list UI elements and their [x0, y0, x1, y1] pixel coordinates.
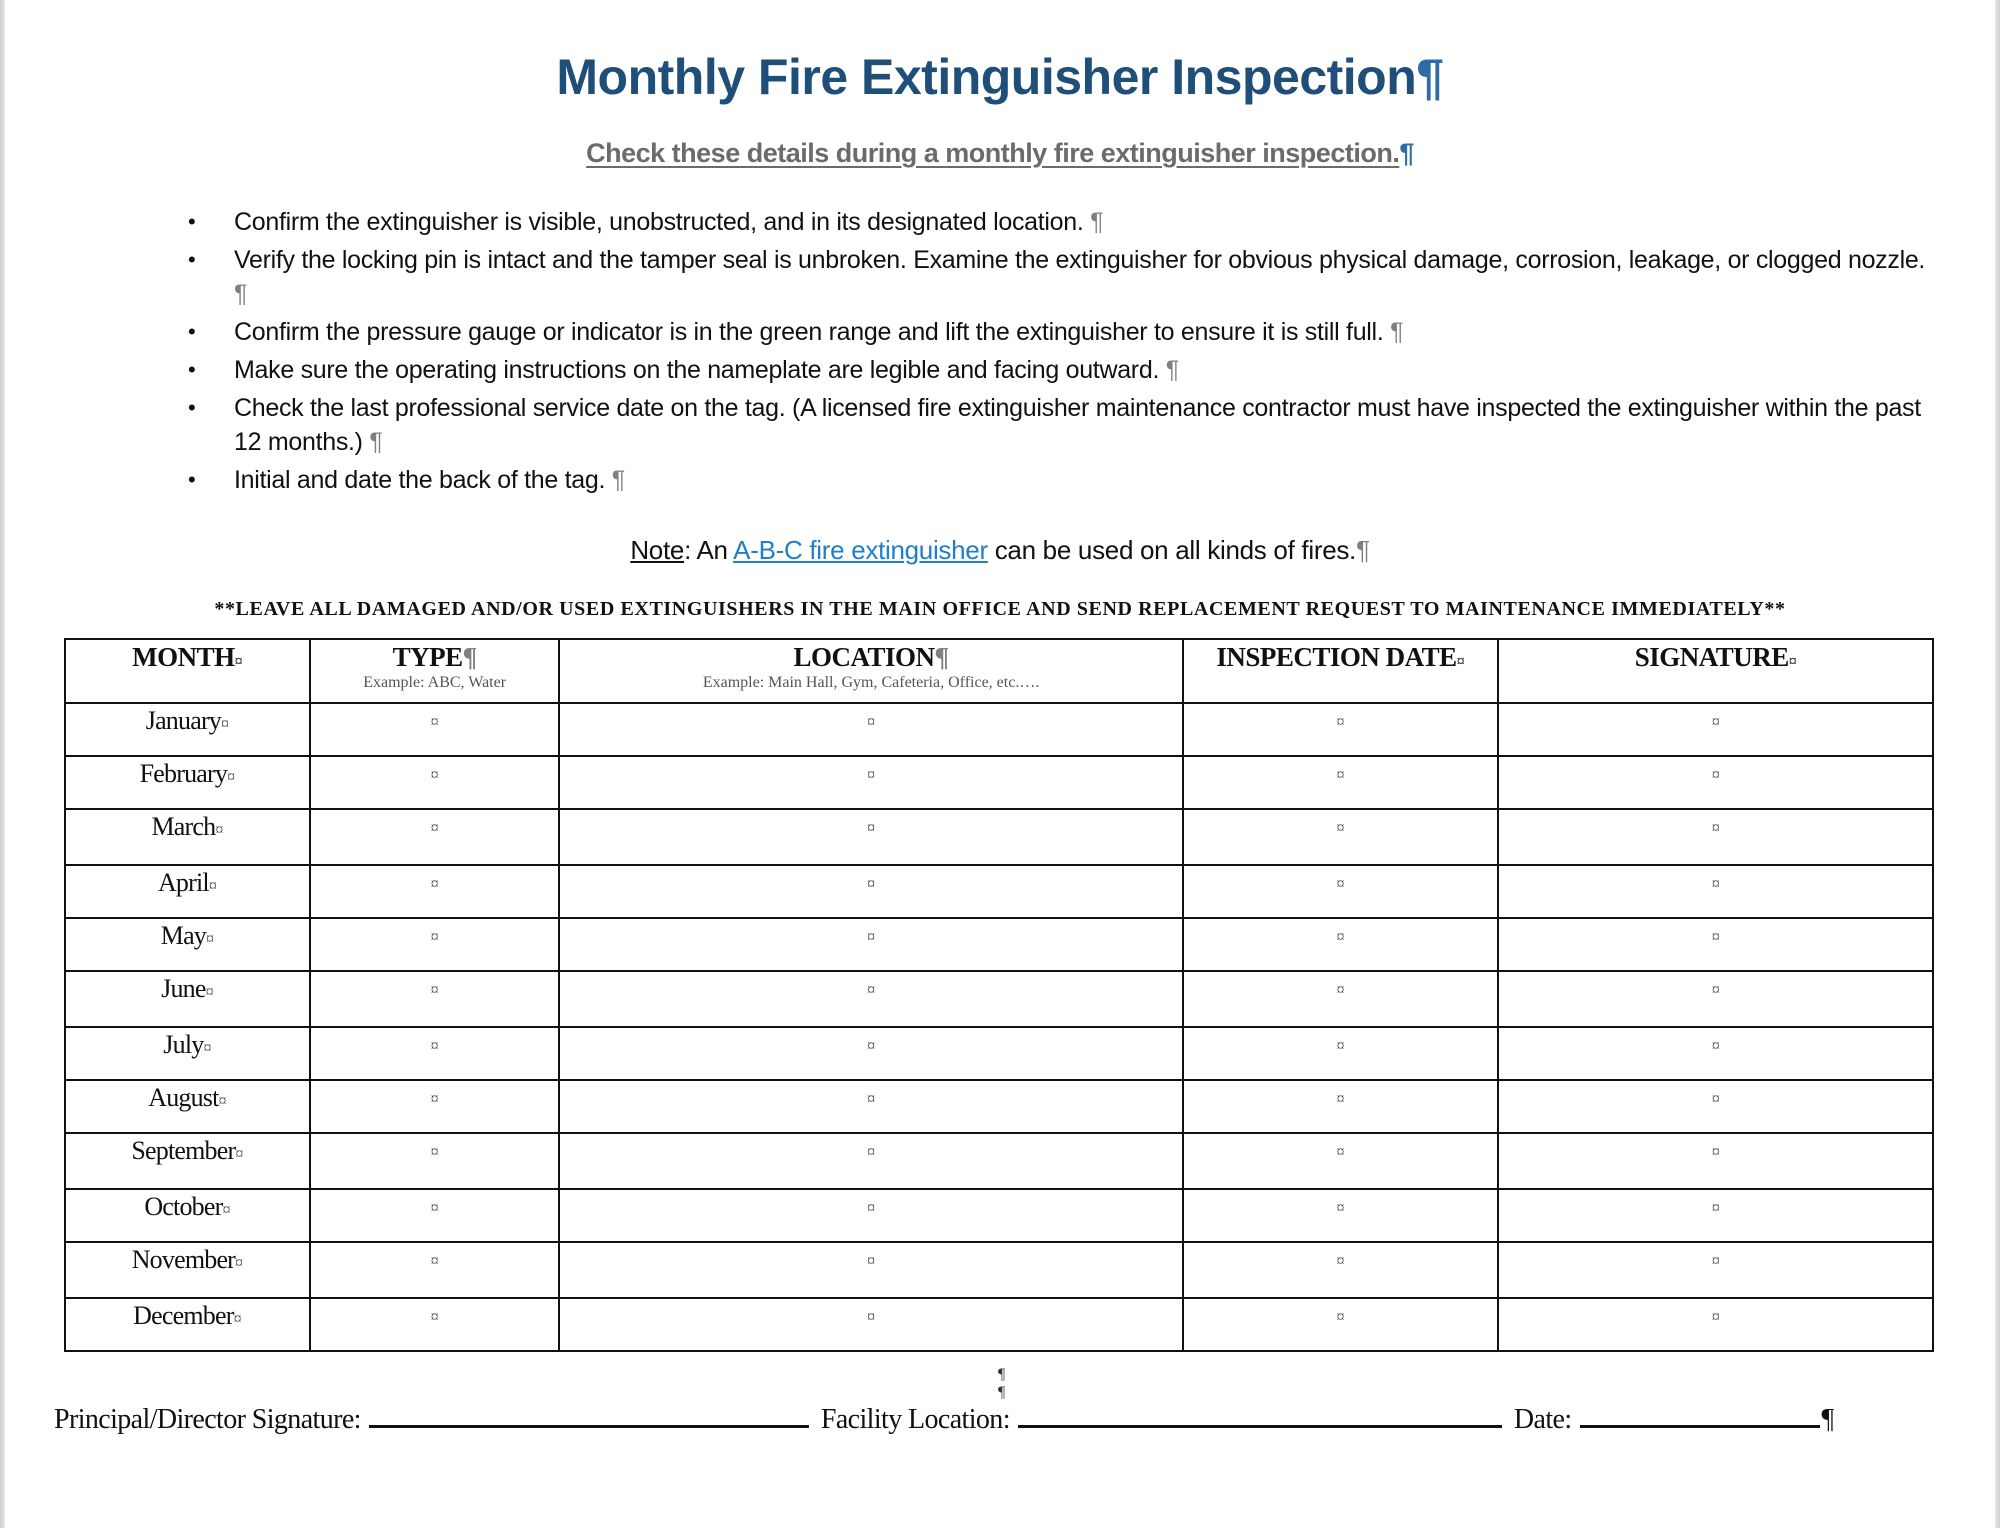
table-row — [65, 865, 1933, 918]
signature-cell[interactable]: ¤ — [1498, 918, 1933, 971]
location-example: Example: Main Hall, Gym, Cafeteria, Office, etc.…. — [702, 674, 1040, 691]
location-cell[interactable]: ¤ — [559, 809, 1182, 865]
inspection-log-table — [64, 638, 1934, 1352]
bullet-icon: • — [188, 247, 196, 272]
page-edge-right — [1995, 0, 2000, 1528]
signature-cell[interactable]: ¤ — [1498, 1133, 1933, 1189]
location-cell[interactable]: ¤ — [559, 1189, 1182, 1242]
month-cell: July¤ — [65, 1027, 310, 1080]
column-header-month: MONTH¤ — [65, 639, 310, 703]
column-header-inspection-date: INSPECTION DATE¤ — [1183, 639, 1499, 703]
type-cell[interactable]: ¤ — [310, 1242, 560, 1298]
signature-cell[interactable]: ¤ — [1498, 756, 1933, 809]
location-cell[interactable]: ¤ — [559, 703, 1182, 756]
principal-signature-label: Principal/Director Signature: — [54, 1404, 361, 1435]
month-cell: August¤ — [65, 1080, 310, 1133]
inspection-date-cell[interactable]: ¤ — [1183, 1189, 1499, 1242]
signature-footer: Principal/Director Signature: Facility Location: Date: ¶ — [54, 1404, 1834, 1435]
facility-location-label: Facility Location: — [820, 1404, 1010, 1435]
warning-banner: **LEAVE ALL DAMAGED AND/OR USED EXTINGUISHERS IN THE MAIN OFFICE AND SEND REPLACEMENT REQUEST TO MAINTENANCE IMMEDIATELY** — [214, 598, 1786, 620]
page-edge-left — [0, 0, 5, 1528]
column-header-signature: SIGNATURE¤ — [1498, 639, 1933, 703]
inspection-date-cell[interactable]: ¤ — [1183, 703, 1499, 756]
type-cell[interactable]: ¤ — [310, 1133, 560, 1189]
month-cell: March¤ — [65, 809, 310, 865]
location-cell[interactable]: ¤ — [559, 865, 1182, 918]
paragraph-mark: ¶ — [1416, 49, 1444, 105]
checklist-item: • Confirm the extinguisher is visible, unobstructed, and in its designated location. ¶ — [180, 205, 1940, 239]
bullet-icon: • — [188, 319, 196, 344]
inspection-date-cell[interactable]: ¤ — [1183, 1027, 1499, 1080]
date-field[interactable] — [1580, 1405, 1820, 1428]
signature-cell[interactable]: ¤ — [1498, 1080, 1933, 1133]
date-label: Date: — [1513, 1404, 1572, 1435]
signature-cell[interactable]: ¤ — [1498, 809, 1933, 865]
bullet-icon: • — [188, 467, 196, 492]
month-cell: June¤ — [65, 971, 310, 1027]
signature-cell[interactable]: ¤ — [1498, 1242, 1933, 1298]
location-cell[interactable]: ¤ — [559, 1242, 1182, 1298]
checklist-item: • Initial and date the back of the tag. ¶ — [180, 463, 1940, 497]
table-row — [65, 1027, 1933, 1080]
type-cell[interactable]: ¤ — [310, 1027, 560, 1080]
month-cell: April¤ — [65, 865, 310, 918]
signature-cell[interactable]: ¤ — [1498, 1298, 1933, 1351]
type-cell[interactable]: ¤ — [310, 918, 560, 971]
checklist-item: • Make sure the operating instructions on the nameplate are legible and facing outward. ¶ — [180, 353, 1940, 387]
table-row — [65, 756, 1933, 809]
bullet-icon: • — [188, 395, 196, 420]
inspection-date-cell[interactable]: ¤ — [1183, 1242, 1499, 1298]
inspection-date-cell[interactable]: ¤ — [1183, 918, 1499, 971]
signature-cell[interactable]: ¤ — [1498, 1027, 1933, 1080]
type-example: Example: ABC, Water — [363, 674, 507, 691]
table-header-row — [65, 639, 1933, 703]
type-cell[interactable]: ¤ — [310, 809, 560, 865]
document-subtitle: Check these details during a monthly fire extinguisher inspection.¶ — [586, 138, 1414, 168]
location-cell[interactable]: ¤ — [559, 1080, 1182, 1133]
type-cell[interactable]: ¤ — [310, 865, 560, 918]
type-cell[interactable]: ¤ — [310, 971, 560, 1027]
checklist-item: • Verify the locking pin is intact and the tamper seal is unbroken. Examine the extinguisher for obvious physical damage, corrosion, leakage, or clogged nozzle. ¶ — [180, 243, 1940, 311]
inspection-date-cell[interactable]: ¤ — [1183, 809, 1499, 865]
table-row — [65, 1242, 1933, 1298]
signature-cell[interactable]: ¤ — [1498, 1189, 1933, 1242]
location-cell[interactable]: ¤ — [559, 1298, 1182, 1351]
location-cell[interactable]: ¤ — [559, 918, 1182, 971]
inspection-date-cell[interactable]: ¤ — [1183, 971, 1499, 1027]
bullet-icon: • — [188, 357, 196, 382]
note-label: Note — [630, 535, 685, 565]
column-header-type: TYPE¶ Example: ABC, Water — [310, 639, 560, 703]
month-cell: February¤ — [65, 756, 310, 809]
checklist-item: • Confirm the pressure gauge or indicator is in the green range and lift the extinguisher to ensure it is still full. ¶ — [180, 315, 1940, 349]
location-cell[interactable]: ¤ — [559, 1027, 1182, 1080]
paragraph-mark: ¶ — [1399, 138, 1414, 168]
table-row — [65, 971, 1933, 1027]
type-cell[interactable]: ¤ — [310, 756, 560, 809]
inspection-date-cell[interactable]: ¤ — [1183, 865, 1499, 918]
month-cell: May¤ — [65, 918, 310, 971]
paragraph-marks: ¶ ¶ — [998, 1366, 1006, 1401]
inspection-date-cell[interactable]: ¤ — [1183, 756, 1499, 809]
table-row — [65, 1298, 1933, 1351]
signature-cell[interactable]: ¤ — [1498, 971, 1933, 1027]
type-cell[interactable]: ¤ — [310, 1298, 560, 1351]
inspection-date-cell[interactable]: ¤ — [1183, 1298, 1499, 1351]
month-cell: January¤ — [65, 703, 310, 756]
type-cell[interactable]: ¤ — [310, 1189, 560, 1242]
inspection-date-cell[interactable]: ¤ — [1183, 1080, 1499, 1133]
document-title: Monthly Fire Extinguisher Inspection¶ — [556, 49, 1444, 105]
note-line: Note: An A-B-C fire extinguisher can be used on all kinds of fires.¶ — [630, 535, 1370, 565]
checklist-item: • Check the last professional service date on the tag. (A licensed fire extinguisher maintenance contractor must have inspected the extinguisher within the past 12 months.) ¶ — [180, 391, 1940, 459]
type-cell[interactable]: ¤ — [310, 1080, 560, 1133]
location-cell[interactable]: ¤ — [559, 756, 1182, 809]
table-row — [65, 809, 1933, 865]
table-row — [65, 1080, 1933, 1133]
column-header-location: LOCATION¶ Example: Main Hall, Gym, Cafeteria, Office, etc.…. — [559, 639, 1182, 703]
table-row — [65, 1189, 1933, 1242]
month-cell: October¤ — [65, 1189, 310, 1242]
month-cell: November¤ — [65, 1242, 310, 1298]
signature-cell[interactable]: ¤ — [1498, 865, 1933, 918]
abc-extinguisher-link[interactable]: A-B-C fire extinguisher — [733, 535, 988, 565]
table-row — [65, 703, 1933, 756]
location-cell[interactable]: ¤ — [559, 971, 1182, 1027]
location-cell[interactable]: ¤ — [559, 1133, 1182, 1189]
table-row — [65, 918, 1933, 971]
month-cell: December¤ — [65, 1298, 310, 1351]
inspection-date-cell[interactable]: ¤ — [1183, 1133, 1499, 1189]
table-body — [65, 703, 1933, 1351]
principal-signature-field[interactable] — [369, 1405, 809, 1428]
table-row — [65, 1133, 1933, 1189]
inspection-checklist — [180, 205, 1940, 501]
bullet-icon: • — [188, 209, 196, 234]
type-cell[interactable]: ¤ — [310, 703, 560, 756]
facility-location-field[interactable] — [1018, 1405, 1502, 1428]
signature-cell[interactable]: ¤ — [1498, 703, 1933, 756]
month-cell: September¤ — [65, 1133, 310, 1189]
